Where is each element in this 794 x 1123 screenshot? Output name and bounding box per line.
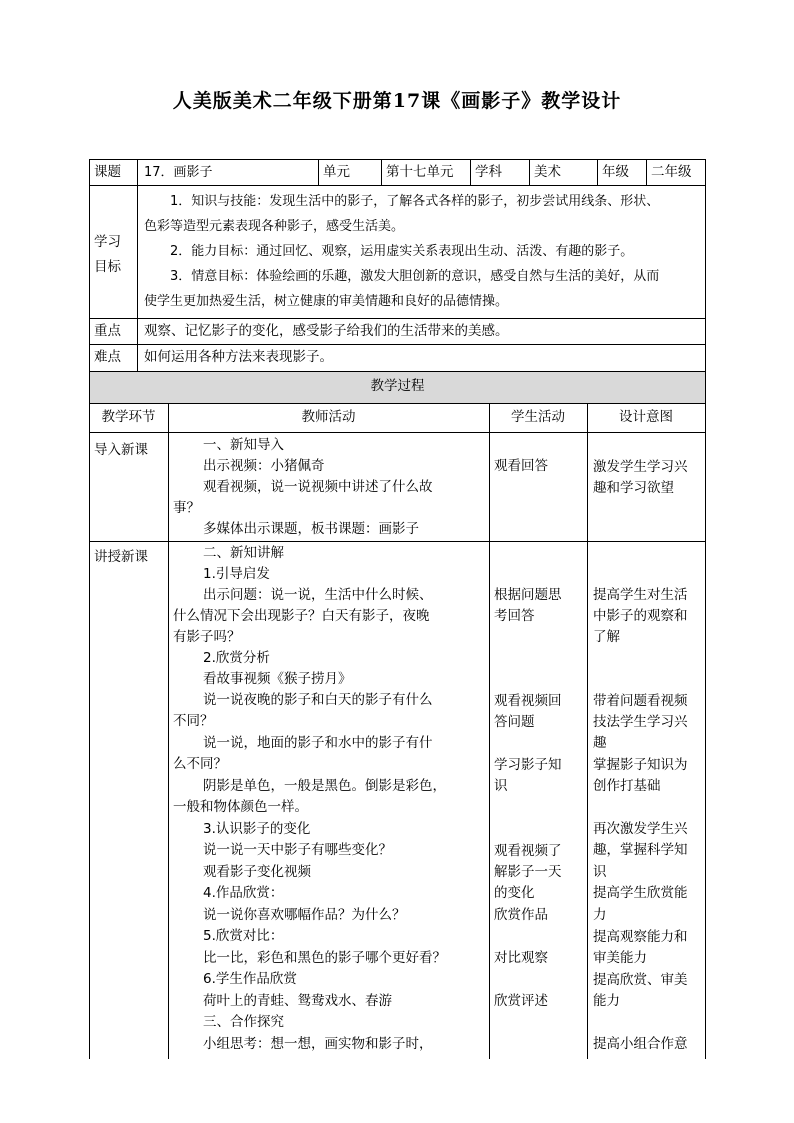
- goals-line: 色彩等造型元素表现各种影子，感受生活美。: [144, 219, 405, 234]
- student-line: 观看视频回: [494, 693, 562, 709]
- teacher-line: 出示问题：说一说，生活中什么时候、: [203, 587, 433, 603]
- intent-line: 创作打基础: [593, 778, 661, 794]
- teacher-line: 事？: [173, 500, 200, 516]
- subject-label: 学科: [475, 164, 502, 180]
- grade-label: 年级: [602, 164, 629, 180]
- student-line: 解影子一天: [494, 864, 562, 880]
- intent-line: 中影子的观察和: [593, 608, 688, 624]
- teacher-line: 说一说夜晚的影子和白天的影子有什么: [203, 692, 433, 708]
- key-point-text: 观察、记忆影子的变化，感受影子给我们的生活带来的美感。: [144, 323, 509, 339]
- intent-line: 激发学生学习兴: [593, 459, 688, 475]
- teacher-line: 多媒体出示课题，板书课题：画影子: [203, 521, 419, 537]
- teacher-line: 不同？: [173, 713, 214, 729]
- student-line: 考回答: [494, 608, 535, 624]
- teacher-line: 5.欣赏对比：: [203, 928, 284, 944]
- topic-value: 17．画影子: [144, 165, 213, 180]
- student-line: 的变化: [494, 885, 535, 901]
- difficulty-text: 如何运用各种方法来表现影子。: [144, 349, 333, 365]
- teacher-line: 阴影是单色，一般是黑色。倒影是彩色，: [203, 778, 446, 794]
- teacher-line: 荷叶上的青蛙、鸳鸯戏水、春游: [203, 993, 392, 1009]
- intent-line: 再次激发学生兴: [593, 821, 688, 837]
- unit-label: 单元: [323, 164, 350, 180]
- intro-student-activity: 观看回答: [494, 458, 548, 474]
- student-line: 识: [494, 778, 508, 794]
- process-heading: 教学过程: [370, 378, 425, 394]
- teacher-line: 6.学生作品欣赏: [203, 971, 297, 987]
- intent-line: 力: [593, 907, 607, 923]
- document-title: 人美版美术二年级下册第17课《画影子》教学设计: [172, 90, 622, 112]
- teacher-line: 4.作品欣赏：: [203, 885, 284, 901]
- intent-line: 提高欣赏、审美: [593, 972, 688, 988]
- intent-line: 了解: [593, 629, 620, 645]
- student-line: 欣赏作品: [494, 907, 548, 923]
- teacher-line: 三、合作探究: [203, 1014, 284, 1030]
- intent-line: 能力: [593, 993, 620, 1009]
- teacher-line: 观看视频，说一说视频中讲述了什么故: [203, 479, 433, 495]
- intent-line: 趣和学习欲望: [593, 480, 674, 496]
- teacher-line: 什么情况下会出现影子？白天有影子，夜晚: [173, 608, 430, 624]
- teacher-line: 么不同？: [173, 756, 227, 772]
- intent-line: 带着问题看视频: [593, 693, 688, 709]
- goals-label-line1: 学习: [94, 234, 121, 250]
- teacher-line: 说一说你喜欢哪幅作品？为什么？: [203, 907, 406, 923]
- teacher-line: 出示视频：小猪佩奇: [203, 458, 325, 474]
- teacher-line: 有影子吗？: [173, 629, 241, 645]
- lecture-stage: 讲授新课: [94, 549, 148, 565]
- intent-line: 趣，掌握科学知: [593, 842, 688, 858]
- student-line: 答问题: [494, 714, 535, 730]
- teacher-line: 小组思考：想一想，画实物和影子时，: [203, 1036, 433, 1052]
- intent-line: 审美能力: [593, 950, 647, 966]
- teacher-line: 1.引导启发: [203, 566, 270, 582]
- intent-line: 掌握影子知识为: [593, 757, 688, 773]
- column-header-intent: 设计意图: [619, 409, 673, 425]
- student-line: 对比观察: [494, 950, 548, 966]
- subject-value: 美术: [534, 164, 561, 180]
- key-point-label: 重点: [94, 323, 121, 339]
- student-line: 欣赏评述: [494, 993, 548, 1009]
- goals-line: 3．情意目标：体验绘画的乐趣，激发大胆创新的意识，感受自然与生活的美好，从而: [170, 269, 660, 284]
- teacher-line: 说一说一天中影子有哪些变化？: [203, 842, 392, 858]
- teacher-line: 2.欣赏分析: [203, 650, 270, 666]
- column-header-stage: 教学环节: [101, 409, 156, 425]
- topic-label: 课题: [94, 164, 121, 180]
- difficulty-label: 难点: [94, 349, 121, 365]
- student-line: 观看视频了: [494, 843, 562, 859]
- intro-stage: 导入新课: [94, 442, 148, 458]
- intent-line: 提高学生欣赏能: [593, 885, 688, 901]
- teacher-line: 说一说，地面的影子和水中的影子有什: [203, 735, 433, 751]
- intent-line: 提高观察能力和: [593, 929, 688, 945]
- intent-line: 提高小组合作意: [593, 1036, 688, 1052]
- column-header-teacher: 教师活动: [301, 409, 356, 425]
- unit-value: 第十七单元: [386, 164, 454, 180]
- goals-line: 2．能力目标：通过回忆、观察，运用虚实关系表现出生动、活泼、有趣的影子。: [170, 244, 634, 259]
- teacher-line: 看故事视频《猴子捞月》: [203, 671, 352, 687]
- column-header-student: 学生活动: [511, 409, 565, 425]
- teacher-line: 比一比，彩色和黑色的影子哪个更好看？: [203, 950, 446, 966]
- intent-line: 提高学生对生活: [593, 587, 688, 603]
- teacher-line: 一般和物体颜色一样。: [173, 799, 308, 815]
- teacher-line: 观看影子变化视频: [203, 864, 311, 880]
- student-line: 根据问题思: [494, 587, 562, 603]
- goals-line: 使学生更加热爱生活，树立健康的审美情趣和良好的品德情操。: [144, 294, 509, 309]
- intent-line: 趣: [593, 735, 607, 751]
- intent-line: 技法学生学习兴: [593, 714, 688, 730]
- student-line: 学习影子知: [494, 757, 562, 773]
- goals-label-line2: 目标: [94, 259, 121, 275]
- teacher-line: 一、新知导入: [203, 437, 284, 453]
- teacher-line: 3.认识影子的变化: [203, 821, 311, 837]
- intent-line: 识: [593, 864, 607, 880]
- goals-line: 1．知识与技能：发现生活中的影子，了解各式各样的影子，初步尝试用线条、形状、: [170, 194, 660, 209]
- grade-value: 二年级: [651, 164, 692, 180]
- teacher-line: 二、新知讲解: [203, 545, 284, 561]
